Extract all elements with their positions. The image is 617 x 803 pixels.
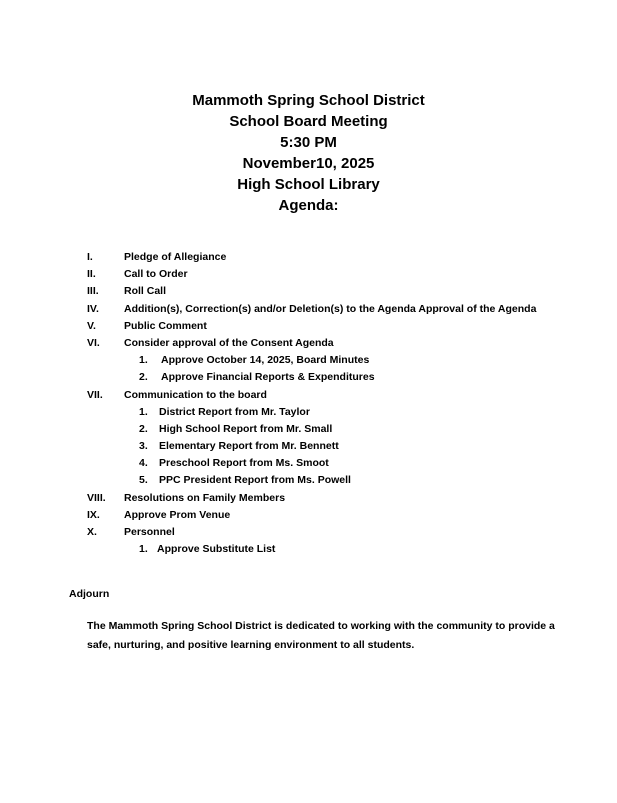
agenda-item-pledge xyxy=(87,249,587,266)
consent-sub-item-minutes xyxy=(87,352,587,369)
personnel-sub-item-substitute xyxy=(87,541,587,558)
agenda-item-number: X. xyxy=(87,526,97,538)
agenda-item-number: VIII. xyxy=(87,491,106,504)
agenda-list xyxy=(87,249,587,558)
meeting-location: High School Library xyxy=(237,176,380,193)
sub-item-label: PPC President Report from Ms. Powell xyxy=(159,474,351,487)
communication-sub-item-district xyxy=(87,404,587,421)
agenda-item-resolutions xyxy=(87,490,587,507)
agenda-item-public-comment xyxy=(87,318,587,335)
sub-item-number: 3. xyxy=(139,440,148,453)
sub-item-number: 2. xyxy=(139,422,148,435)
sub-item-number: 2. xyxy=(139,371,148,384)
agenda-item-number: IX. xyxy=(87,508,100,521)
adjourn-text: Adjourn xyxy=(69,588,110,600)
agenda-item-number: I. xyxy=(87,251,93,263)
agenda-item-number: III. xyxy=(87,285,99,298)
agenda-item-number: II. xyxy=(87,268,96,281)
sub-item-label: Elementary Report from Mr. Bennett xyxy=(159,440,339,453)
agenda-item-label: Pledge of Allegiance xyxy=(124,251,227,263)
sub-item-label: Approve Substitute List xyxy=(157,543,276,556)
sub-item-number: 5. xyxy=(139,474,148,487)
meeting-date: November10, 2025 xyxy=(242,155,375,172)
sub-item-number: 4. xyxy=(139,457,148,470)
sub-item-label: District Report from Mr. Taylor xyxy=(159,405,310,418)
sub-item-number: 1. xyxy=(139,354,148,367)
agenda-item-number: IV. xyxy=(87,302,99,315)
agenda-item-number: V. xyxy=(87,319,96,332)
sub-item-label: Approve Financial Reports & Expenditures xyxy=(161,371,375,384)
meeting-time: 5:30 PM xyxy=(280,134,337,151)
meeting-title: School Board Meeting xyxy=(229,113,388,130)
document-header xyxy=(0,90,617,216)
agenda-item-label: Personnel xyxy=(124,526,175,538)
agenda-item-label: Resolutions on Family Members xyxy=(124,491,286,504)
agenda-item-prom-venue xyxy=(87,507,587,524)
communication-sub-item-high-school xyxy=(87,421,587,438)
mission-statement: The Mammoth Spring School District is dedicated to working with the community to provide a safe, nurturing, and positive learning environment to all students. xyxy=(87,620,555,651)
communication-sub-item-ppc xyxy=(87,472,587,489)
agenda-title: Agenda: xyxy=(278,197,339,214)
agenda-item-label: Roll Call xyxy=(124,285,167,298)
sub-item-label: Preschool Report from Ms. Smoot xyxy=(159,457,329,470)
sub-item-number: 1. xyxy=(139,405,148,418)
agenda-item-roll-call xyxy=(87,283,587,300)
agenda-item-label: Approve Prom Venue xyxy=(124,508,231,521)
district-name: Mammoth Spring School District xyxy=(192,92,425,109)
consent-sub-item-financial xyxy=(87,369,587,386)
agenda-item-consent-agenda xyxy=(87,335,587,352)
agenda-item-label: Public Comment xyxy=(124,319,207,332)
agenda-item-label: Communication to the board xyxy=(124,388,267,401)
agenda-item-call-to-order xyxy=(87,266,587,283)
agenda-item-additions xyxy=(87,301,587,318)
agenda-item-label: Call to Order xyxy=(124,268,188,281)
communication-sub-item-preschool xyxy=(87,455,587,472)
agenda-item-label: Addition(s), Correction(s) and/or Deletion(s) to the Agenda Approval of the Agenda xyxy=(124,302,537,315)
agenda-item-label: Consider approval of the Consent Agenda xyxy=(124,336,334,349)
agenda-item-number: VII. xyxy=(87,388,103,401)
agenda-item-number: VI. xyxy=(87,336,100,349)
sub-item-label: Approve October 14, 2025, Board Minutes xyxy=(161,354,370,367)
communication-sub-item-elementary xyxy=(87,438,587,455)
agenda-item-communication xyxy=(87,387,587,404)
sub-item-number: 1. xyxy=(139,543,148,556)
agenda-item-personnel xyxy=(87,524,587,541)
sub-item-label: High School Report from Mr. Small xyxy=(159,422,333,435)
